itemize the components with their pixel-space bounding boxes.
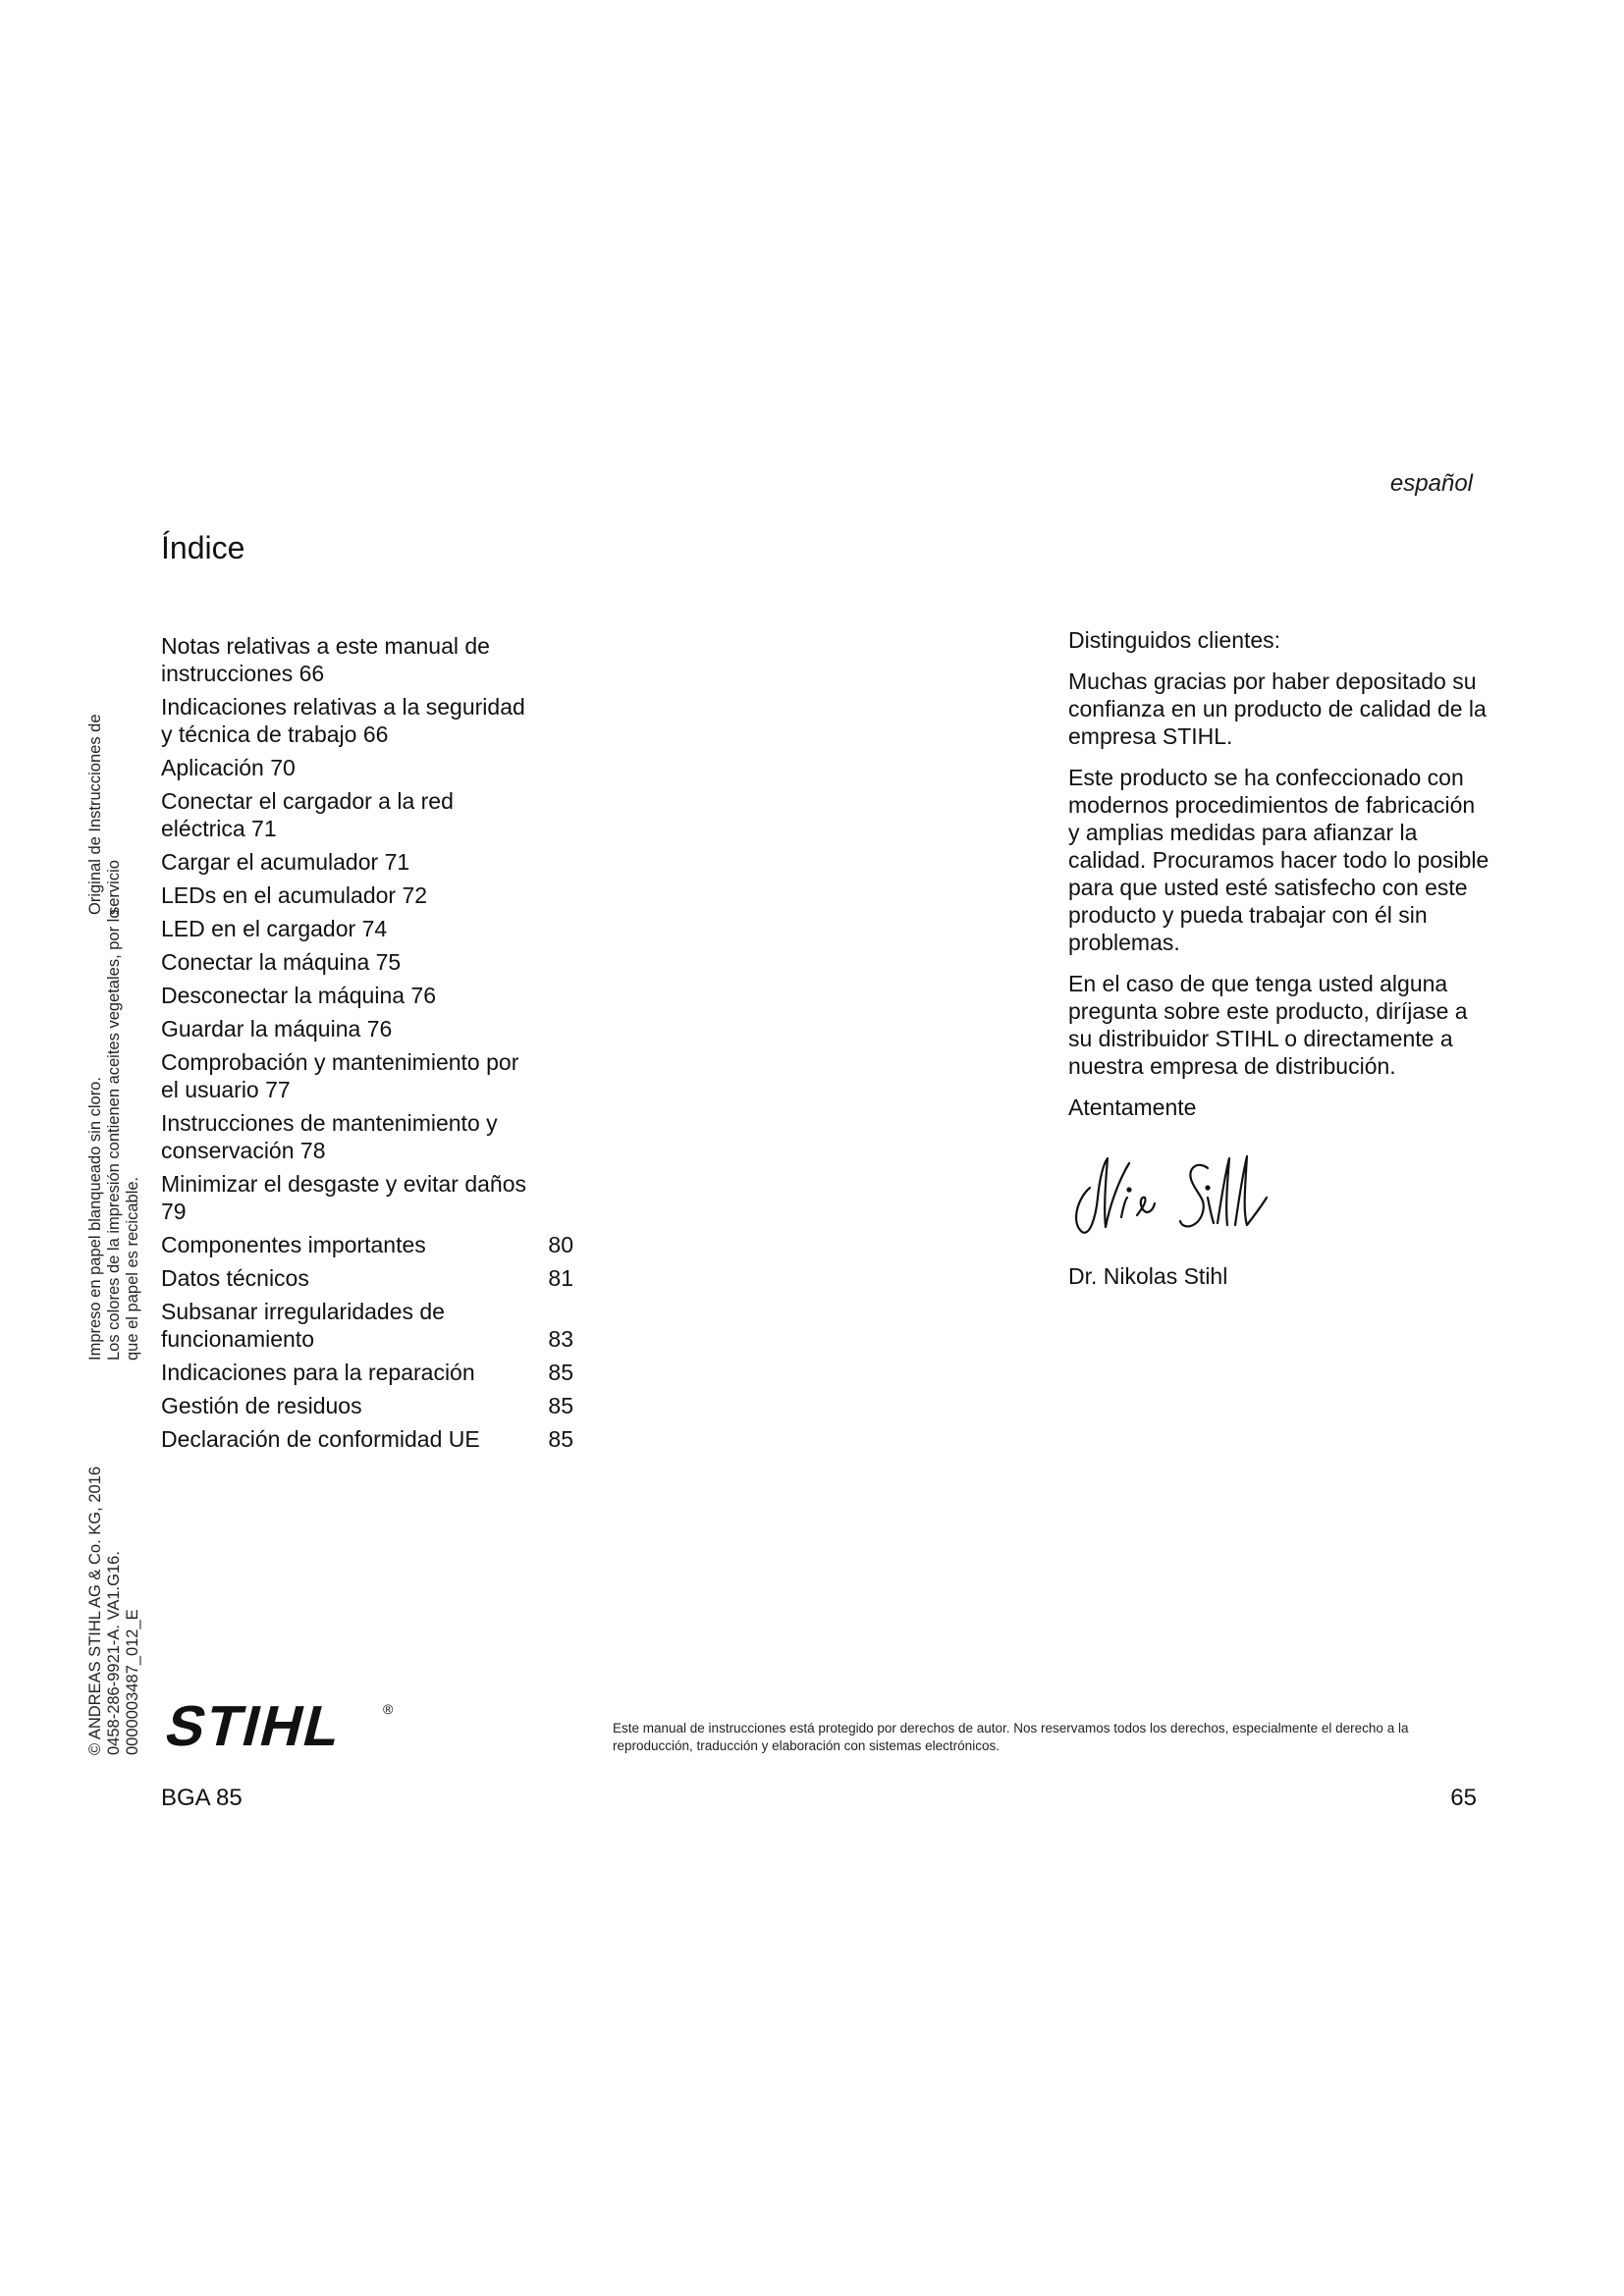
- original-note-line: Original de Instrucciones de: [86, 714, 104, 915]
- toc-entry: [161, 1359, 573, 1386]
- toc-entry-text: [161, 915, 534, 942]
- toc-entry-title: LEDs en el acumulador: [161, 882, 397, 908]
- stihl-logo-graphic: [161, 1696, 397, 1755]
- toc-entry: [161, 1298, 573, 1353]
- registered-mark: ®: [383, 1701, 394, 1717]
- original-note: [86, 714, 124, 915]
- toc-entry-page: 85: [548, 1360, 573, 1385]
- toc-entry: [161, 1264, 573, 1292]
- toc-entry-page: 83: [548, 1326, 573, 1352]
- letter-paragraph: En el caso de que tenga usted alguna pregunta sobre este producto, diríjase a su distribuidor STIHL o directamente a nuestra empresa de distribución.: [1068, 971, 1468, 1079]
- signer-name: Dr. Nikolas Stihl: [1068, 1263, 1228, 1289]
- toc-entry: [161, 787, 573, 842]
- print-note-line: que el papel es recicable.: [124, 1176, 141, 1361]
- copyright-line: 0458-286-9921-A. VA1.G16.: [105, 1551, 123, 1755]
- original-note-line: servicio: [105, 860, 123, 915]
- toc-entry-page: 72: [402, 882, 428, 908]
- toc-entry-text: [161, 982, 534, 1009]
- toc-entry-page: 74: [361, 916, 388, 941]
- toc-entry-text: [161, 1048, 534, 1103]
- toc-entry-title: Comprobación y mantenimiento por el usuario: [161, 1049, 519, 1102]
- toc-entry: [161, 982, 573, 1009]
- letter-paragraph: Este producto se ha confeccionado con modernos procedimientos de fabricación y amplias medidas para afianzar la calidad. Procuramos hacer todo lo posible para que usted esté satisfecho con este producto y pueda trabajar con él sin problemas.: [1068, 765, 1489, 955]
- toc-entry-text: [161, 1170, 534, 1225]
- toc-entry: [161, 1109, 573, 1164]
- toc-entry: [161, 1425, 573, 1453]
- toc-entry-page: 71: [251, 816, 277, 841]
- toc-entry: [161, 632, 573, 687]
- toc-entry-text: [161, 754, 534, 781]
- toc-entry-page: 66: [362, 721, 389, 747]
- letter-paragraph: Muchas gracias por haber depositado su confianza en un producto de calidad de la empresa STIHL.: [1068, 668, 1487, 749]
- toc-entry-title: Minimizar el desgaste y evitar daños: [161, 1171, 526, 1197]
- table-of-contents: [161, 632, 573, 1459]
- toc-entry-page: 78: [299, 1138, 326, 1163]
- toc-entry: [161, 1231, 573, 1258]
- toc-entry-text: [161, 948, 534, 976]
- toc-entry-page: 81: [548, 1265, 573, 1291]
- toc-entry: [161, 881, 573, 909]
- toc-entry: [161, 915, 573, 942]
- toc-entry-title: Conectar el cargador a la red eléctrica: [161, 788, 454, 841]
- stihl-logo: [161, 1696, 397, 1755]
- toc-entry-title: Datos técnicos: [161, 1265, 309, 1291]
- toc-entry-text: [161, 787, 534, 842]
- signature-image: [1060, 1139, 1296, 1247]
- toc-entry-page: 76: [410, 983, 437, 1008]
- toc-entry-title: Subsanar irregularidades de funcionamiento: [161, 1299, 445, 1352]
- toc-entry-title: Guardar la máquina: [161, 1016, 361, 1041]
- toc-entry-title: Gestión de residuos: [161, 1393, 362, 1418]
- toc-entry: [161, 848, 573, 876]
- copyright-block: [86, 1467, 142, 1755]
- toc-entry-text: [161, 632, 534, 687]
- toc-entry-title: Notas relativas a este manual de instrucciones: [161, 633, 490, 686]
- toc-entry-title: Componentes importantes: [161, 1232, 426, 1257]
- welcome-letter: [1068, 626, 1490, 1135]
- copyright-line: © ANDREAS STIHL AG & Co. KG, 2016: [86, 1467, 104, 1755]
- toc-entry-text: [161, 848, 534, 876]
- toc-entry-page: 77: [265, 1077, 291, 1102]
- toc-entry: [161, 1015, 573, 1042]
- copyright-notice: Este manual de instrucciones está protegido por derechos de autor. Nos reservamos todos los derechos, especialmente el derecho a la reproducción, traducción y elaboración con sistemas electrónicos.: [613, 1721, 1409, 1753]
- toc-entry-text: [161, 881, 534, 909]
- page-number: 65: [1450, 1785, 1477, 1811]
- print-note-line: Impreso en papel blanqueado sin cloro.: [86, 1077, 104, 1361]
- toc-entry-title: Instrucciones de mantenimiento y conservación: [161, 1110, 498, 1163]
- toc-entry-text: [161, 1015, 534, 1042]
- logo-text: STIHL: [161, 1696, 350, 1755]
- toc-entry: [161, 948, 573, 976]
- toc-entry: [161, 1170, 573, 1225]
- model-name: BGA 85: [161, 1785, 243, 1811]
- toc-entry: [161, 754, 573, 781]
- toc-entry-page: 85: [548, 1393, 573, 1418]
- toc-entry-title: LED en el cargador: [161, 916, 356, 941]
- toc-entry-page: 70: [270, 755, 296, 780]
- toc-entry-title: Aplicación: [161, 755, 264, 780]
- letter-salutation: Distinguidos clientes:: [1068, 627, 1281, 653]
- toc-entry-title: Conectar la máquina: [161, 949, 370, 975]
- toc-entry: [161, 693, 573, 748]
- language-label: español: [1389, 470, 1473, 497]
- toc-entry-page: 75: [375, 949, 402, 975]
- toc-entry: [161, 1392, 573, 1419]
- toc-entry-title: Desconectar la máquina: [161, 983, 406, 1008]
- toc-entry-text: [161, 693, 534, 748]
- copyright-line: 0000003487_012_E: [124, 1609, 141, 1755]
- toc-entry-title: Cargar el acumulador: [161, 849, 379, 875]
- toc-entry-page: 71: [384, 849, 410, 875]
- print-notes: [86, 909, 142, 1361]
- toc-entry-title: Indicaciones para la reparación: [161, 1360, 475, 1385]
- letter-closing: Atentamente: [1068, 1095, 1197, 1120]
- toc-entry-title: Indicaciones relativas a la seguridad y técnica de trabajo: [161, 694, 525, 747]
- toc-entry-text: [161, 1109, 534, 1164]
- toc-entry-page: 85: [548, 1426, 573, 1452]
- toc-entry-page: 66: [298, 661, 325, 686]
- toc-entry-page: 76: [366, 1016, 393, 1041]
- page-title: Índice: [161, 530, 245, 565]
- toc-entry-page: 80: [548, 1232, 573, 1257]
- toc-entry-page: 79: [161, 1199, 187, 1224]
- toc-entry-title: Declaración de conformidad UE: [161, 1426, 480, 1452]
- toc-entry: [161, 1048, 573, 1103]
- print-note-line: Los colores de la impresión contienen aceites vegetales, por lo: [105, 909, 123, 1361]
